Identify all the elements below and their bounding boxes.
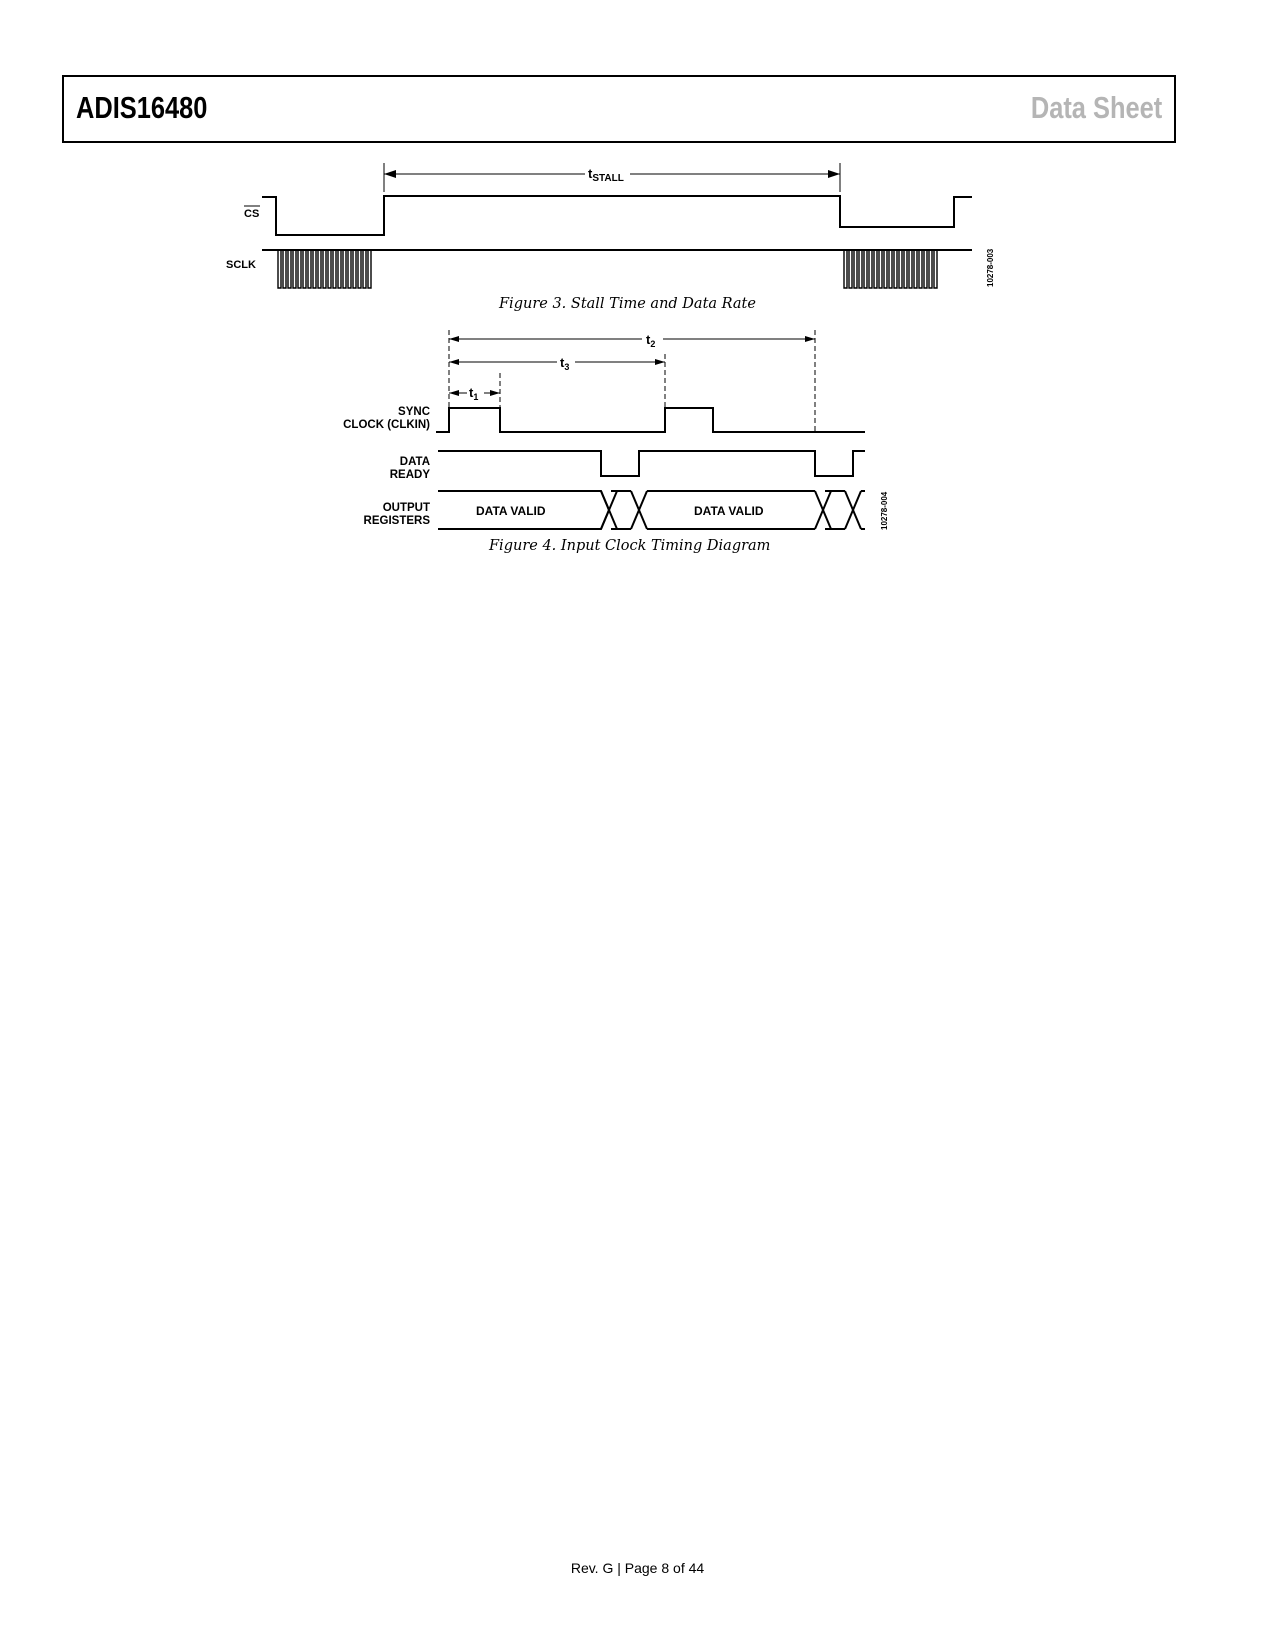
data-ready-label-line1: DATA	[399, 456, 430, 468]
data-ready-waveform	[438, 451, 865, 476]
output-registers-label-line2: REGISTERS	[363, 515, 430, 527]
data-ready-label-line2: READY	[389, 469, 430, 481]
data-valid-label-2: DATA VALID	[694, 504, 764, 518]
figure-3-caption: Figure 3. Stall Time and Data Rate	[499, 296, 756, 312]
t1-label: $t_1$	[469, 385, 479, 402]
t3-label: $t_3$	[560, 355, 570, 372]
document-type: Data Sheet	[1030, 90, 1162, 125]
part-number: ADIS16480	[76, 90, 208, 125]
sync-clock-label-line2: CLOCK (CLKIN)	[343, 419, 430, 431]
sync-clock-waveform	[436, 408, 865, 432]
figure-4-caption: Figure 4. Input Clock Timing Diagram	[489, 538, 771, 554]
t2-label: $t_2$	[646, 332, 656, 349]
cs-waveform	[262, 196, 972, 235]
output-registers-label-line1: OUTPUT	[382, 502, 430, 514]
sync-clock-label-line1: SYNC	[398, 406, 430, 418]
tstall-label: $t_{STALL}$	[588, 166, 624, 184]
sclk-burst-2	[844, 250, 937, 288]
figure-3-code: 10278-003	[986, 248, 995, 287]
figure-3-stall-timing-diagram	[0, 0, 1275, 320]
sclk-label: SCLK	[226, 259, 256, 271]
page-footer: Rev. G | Page 8 of 44	[570, 1560, 705, 1576]
cs-label: CS	[244, 208, 260, 220]
data-valid-label-1: DATA VALID	[476, 504, 546, 518]
sclk-burst-1	[278, 250, 371, 288]
figure-4-input-clock-timing-diagram	[0, 320, 1275, 550]
figure-4-code: 10278-004	[880, 491, 889, 530]
